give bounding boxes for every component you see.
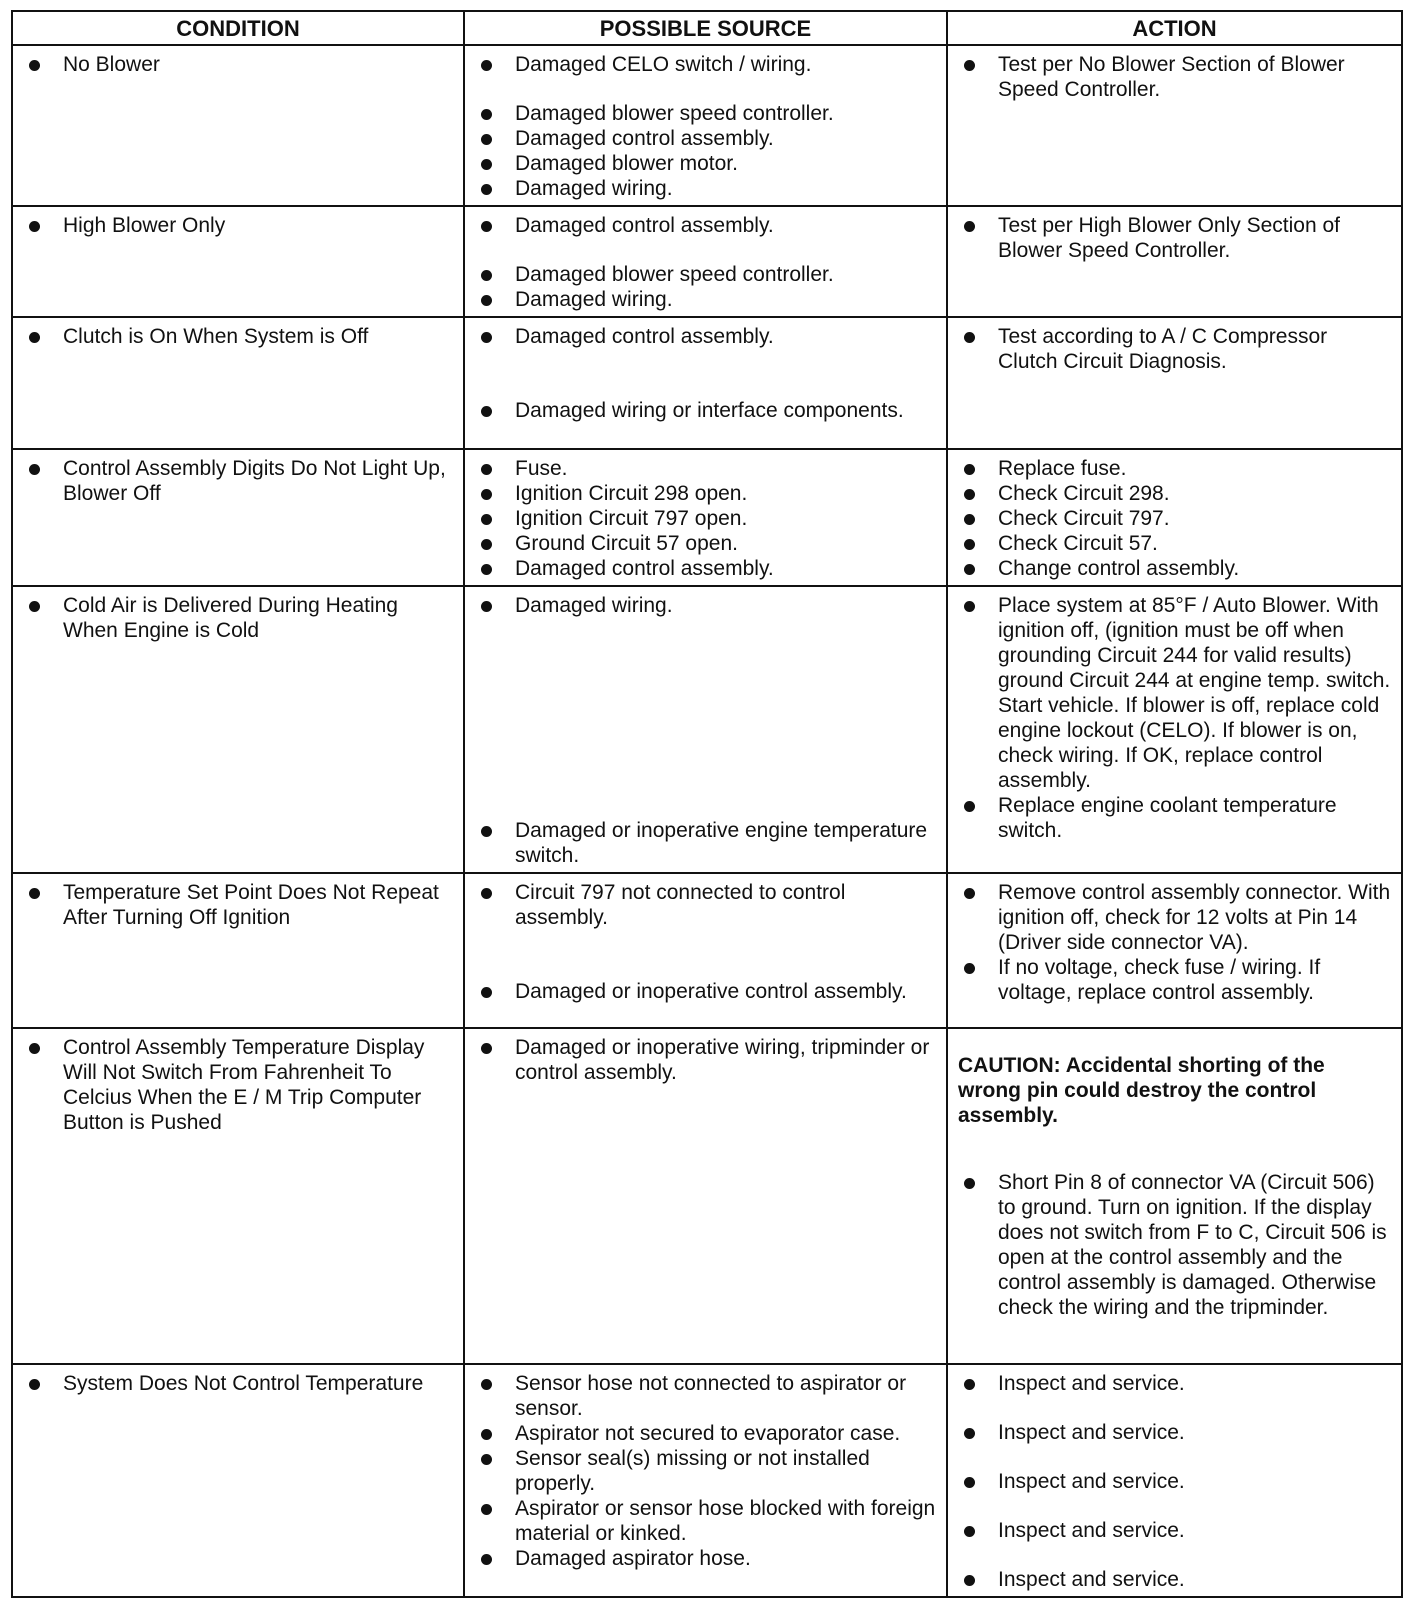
condition-cell — [12, 1028, 464, 1364]
bullet-icon — [958, 456, 998, 481]
bullet-icon — [475, 979, 515, 1004]
action-text: Test per High Blower Only Section of Blower Speed Controller. — [998, 214, 1340, 262]
action-text: Place system at 85°F / Auto Blower. With ignition off, (ignition must be off when grounding Circuit 244 for valid results) ground Circuit 244 at engine temp. switch. Start vehicle. If blower is off, replace cold engine lockout (CELO). If blower is on, check wiring. If OK, replace control assembly. — [998, 594, 1391, 792]
bullet-icon — [475, 456, 515, 481]
action-cell — [947, 1028, 1402, 1364]
table-row — [12, 1028, 1402, 1364]
action-text: Inspect and service. — [998, 1568, 1185, 1591]
source-text: Damaged wiring. — [515, 594, 673, 617]
condition-text: System Does Not Control Temperature — [63, 1372, 424, 1395]
caution-note: CAUTION: Accidental shorting of the wrong pin could destroy the control assembly. — [958, 1054, 1325, 1127]
bullet-icon — [23, 1035, 63, 1060]
source-text: Damaged CELO switch / wiring. — [515, 53, 812, 76]
action-text: Check Circuit 298. — [998, 482, 1170, 505]
condition-text: Control Assembly Digits Do Not Light Up, Blower Off — [63, 457, 446, 505]
bullet-icon — [23, 213, 63, 238]
source-cell — [464, 1028, 947, 1364]
source-text: Damaged or inoperative engine temperature switch. — [515, 819, 928, 867]
action-text: Test according to A / C Compressor Clutch Circuit Diagnosis. — [998, 325, 1328, 373]
bullet-icon — [475, 818, 515, 843]
header-possible-source: POSSIBLE SOURCE — [464, 11, 947, 45]
action-text: If no voltage, check fuse / wiring. If voltage, replace control assembly. — [998, 956, 1321, 1004]
source-text: Sensor hose not connected to aspirator or sensor. — [515, 1372, 907, 1420]
table-row — [12, 586, 1402, 873]
bullet-icon — [958, 593, 998, 618]
source-text: Damaged wiring or interface components. — [515, 399, 904, 422]
condition-text: Temperature Set Point Does Not Repeat After Turning Off Ignition — [63, 881, 439, 929]
table-row — [12, 873, 1402, 1028]
condition-cell — [12, 206, 464, 317]
bullet-icon — [475, 213, 515, 238]
condition-cell — [12, 317, 464, 449]
source-cell — [464, 317, 947, 449]
action-cell — [947, 206, 1402, 317]
action-text: Inspect and service. — [998, 1470, 1185, 1493]
condition-text: Control Assembly Temperature Display Will Not Switch From Fahrenheit To Celcius When the E / M Trip Computer Button is Pushed — [63, 1036, 425, 1134]
bullet-icon — [958, 1170, 998, 1195]
action-cell — [947, 45, 1402, 206]
bullet-icon — [23, 880, 63, 905]
bullet-icon — [23, 52, 63, 77]
source-text: Damaged blower motor. — [515, 152, 738, 175]
bullet-icon — [475, 101, 515, 126]
source-text: Damaged control assembly. — [515, 127, 774, 150]
action-cell — [947, 873, 1402, 1028]
bullet-icon — [475, 262, 515, 287]
bullet-icon — [475, 1421, 515, 1446]
action-text: Check Circuit 797. — [998, 507, 1170, 530]
bullet-icon — [475, 880, 515, 905]
header-condition: CONDITION — [12, 11, 464, 45]
source-text: Damaged or inoperative wiring, tripminder or control assembly. — [515, 1036, 930, 1084]
source-text: Damaged control assembly. — [515, 214, 774, 237]
action-text: Replace fuse. — [998, 457, 1127, 480]
source-text: Ground Circuit 57 open. — [515, 532, 738, 555]
source-text: Damaged blower speed controller. — [515, 263, 834, 286]
bullet-icon — [23, 456, 63, 481]
source-text: Sensor seal(s) missing or not installed properly. — [515, 1447, 870, 1495]
action-text: Short Pin 8 of connector VA (Circuit 506) to ground. Turn on ignition. If the display does not switch from F to C, Circuit 506 is open at the control assembly and the control assembly is damaged. Otherwise check the wiring and the tripminder. — [998, 1171, 1387, 1319]
action-text: Replace engine coolant temperature switch. — [998, 794, 1337, 842]
source-text: Aspirator not secured to evaporator case. — [515, 1422, 901, 1445]
action-text: Inspect and service. — [998, 1372, 1185, 1395]
bullet-icon — [958, 793, 998, 818]
bullet-icon — [958, 1371, 998, 1396]
bullet-icon — [958, 531, 998, 556]
source-text: Damaged wiring. — [515, 288, 673, 311]
condition-text: Cold Air is Delivered During Heating When Engine is Cold — [63, 594, 398, 642]
condition-cell — [12, 1364, 464, 1597]
bullet-icon — [475, 1371, 515, 1396]
action-text: Test per No Blower Section of Blower Speed Controller. — [998, 53, 1345, 101]
condition-text: High Blower Only — [63, 214, 226, 237]
condition-cell — [12, 449, 464, 586]
table-row — [12, 449, 1402, 586]
action-text: Inspect and service. — [998, 1519, 1185, 1542]
condition-text: No Blower — [63, 53, 160, 76]
action-cell — [947, 1364, 1402, 1597]
source-cell — [464, 206, 947, 317]
condition-cell — [12, 45, 464, 206]
bullet-icon — [958, 52, 998, 77]
bullet-icon — [475, 481, 515, 506]
bullet-icon — [475, 506, 515, 531]
bullet-icon — [475, 1035, 515, 1060]
bullet-icon — [475, 287, 515, 312]
bullet-icon — [475, 151, 515, 176]
bullet-icon — [23, 593, 63, 618]
table-row — [12, 45, 1402, 206]
bullet-icon — [958, 506, 998, 531]
bullet-icon — [958, 955, 998, 980]
header-action: ACTION — [947, 11, 1402, 45]
source-text: Damaged control assembly. — [515, 325, 774, 348]
source-cell — [464, 1364, 947, 1597]
condition-text: Clutch is On When System is Off — [63, 325, 369, 348]
bullet-icon — [475, 1546, 515, 1571]
source-text: Ignition Circuit 298 open. — [515, 482, 748, 505]
bullet-icon — [475, 176, 515, 201]
table-row — [12, 1364, 1402, 1597]
bullet-icon — [475, 531, 515, 556]
action-text: Check Circuit 57. — [998, 532, 1158, 555]
bullet-icon — [958, 324, 998, 349]
source-text: Damaged wiring. — [515, 177, 673, 200]
bullet-icon — [958, 1518, 998, 1543]
source-text: Damaged control assembly. — [515, 557, 774, 580]
source-cell — [464, 45, 947, 206]
source-text: Fuse. — [515, 457, 568, 480]
source-text: Aspirator or sensor hose blocked with foreign material or kinked. — [515, 1497, 936, 1545]
condition-cell — [12, 873, 464, 1028]
bullet-icon — [23, 324, 63, 349]
bullet-icon — [475, 593, 515, 618]
bullet-icon — [958, 1469, 998, 1494]
action-cell — [947, 449, 1402, 586]
bullet-icon — [475, 556, 515, 581]
bullet-icon — [958, 213, 998, 238]
bullet-icon — [475, 398, 515, 423]
bullet-icon — [475, 1496, 515, 1521]
bullet-icon — [475, 1446, 515, 1471]
bullet-icon — [475, 52, 515, 77]
action-cell — [947, 586, 1402, 873]
table-header-row — [12, 11, 1402, 45]
source-text: Damaged aspirator hose. — [515, 1547, 751, 1570]
source-cell — [464, 586, 947, 873]
bullet-icon — [958, 1567, 998, 1592]
bullet-icon — [958, 556, 998, 581]
bullet-icon — [958, 481, 998, 506]
action-text: Change control assembly. — [998, 557, 1240, 580]
action-cell — [947, 317, 1402, 449]
source-text: Circuit 797 not connected to control assembly. — [515, 881, 846, 929]
bullet-icon — [475, 324, 515, 349]
source-cell — [464, 873, 947, 1028]
bullet-icon — [958, 1420, 998, 1445]
source-text: Damaged blower speed controller. — [515, 102, 834, 125]
bullet-icon — [23, 1371, 63, 1396]
diagnosis-table — [11, 10, 1403, 1598]
bullet-icon — [958, 880, 998, 905]
table-row — [12, 317, 1402, 449]
action-text: Remove control assembly connector. With ignition off, check for 12 volts at Pin 14 (Driver side connector VA). — [998, 881, 1391, 954]
condition-cell — [12, 586, 464, 873]
action-text: Inspect and service. — [998, 1421, 1185, 1444]
source-text: Ignition Circuit 797 open. — [515, 507, 748, 530]
source-text: Damaged or inoperative control assembly. — [515, 980, 907, 1003]
source-cell — [464, 449, 947, 586]
bullet-icon — [475, 126, 515, 151]
table-row — [12, 206, 1402, 317]
